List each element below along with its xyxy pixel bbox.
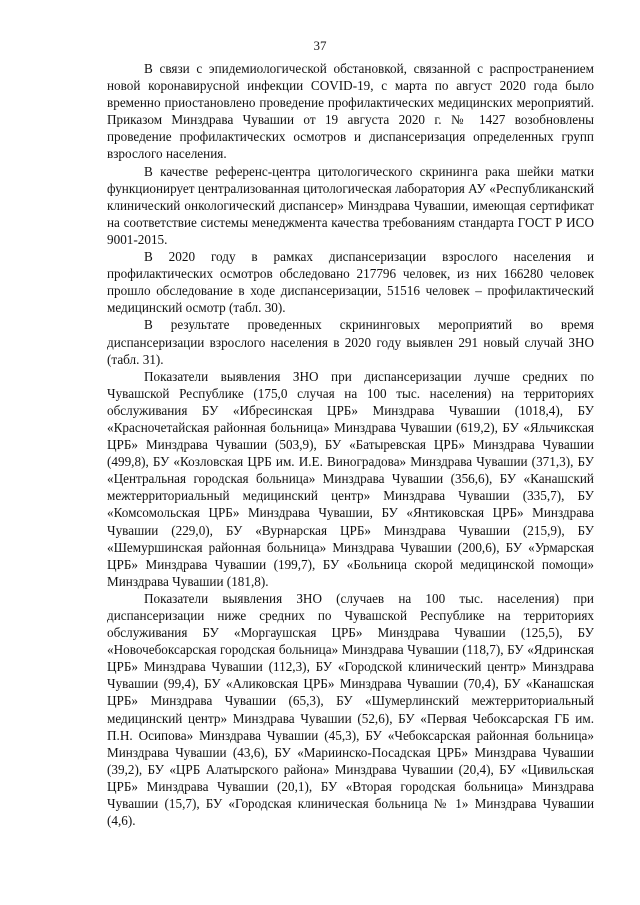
paragraph: В результате проведенных скрининговых мероприятий во время диспансеризации взрослого населения в 2020 году выявлен 291 новый случай ЗНО (табл. 31). bbox=[107, 317, 594, 367]
document-body bbox=[107, 60, 594, 829]
paragraph: В качестве референс-центра цитологического скрининга рака шейки матки функционирует централизованная цитологическая лаборатория АУ «Республиканский клинический онкологический диспансер» Минздрава Чувашии, имеющая сертификат на соответствие системы менеджмента качества требованиям стандарта ГОСТ Р ИСО 9001-2015. bbox=[107, 163, 594, 247]
paragraph: Показатели выявления ЗНО при диспансеризации лучше средних по Чувашской Республике (175,0 случая на 100 тыс. населения) на территориях обслуживания БУ «Ибресинская ЦРБ» Минздрава Чувашии (1018,4), БУ «Красночетайская районная больница» Минздрава Чувашии (619,2), БУ «Яльчикская ЦРБ» Минздрава Чувашии (503,9), БУ «Батыревская ЦРБ» Минздрава Чувашии (499,8), БУ «Козловская ЦРБ им. И.Е. Виноградова» Минздрава Чувашии (371,3), БУ «Центральная городская больница» Минздрава Чувашии (356,6), БУ «Канашский межтерриториальный медицинский центр» Минздрава Чувашии (335,7), БУ «Комсомольская ЦРБ» Минздрава Чувашии, БУ «Янтиковская ЦРБ» Минздрава Чувашии (229,0), БУ «Вурнарская ЦРБ» Минздрава Чувашии (215,9), БУ «Шемуршинская районная больница» Минздрава Чувашии (200,6), БУ «Урмарская ЦРБ» Минздрава Чувашии (199,7), БУ «Больница скорой медицинской помощи» Минздрава Чувашии (181,8). bbox=[107, 368, 594, 589]
page-number: 37 bbox=[313, 38, 327, 53]
paragraph: Показатели выявления ЗНО (случаев на 100 тыс. населения) при диспансеризации ниже средних по Чувашской Республике на территориях обслуживания БУ «Моргаушская ЦРБ» Минздрава Чувашии (125,5), БУ «Новочебоксарская городская больница» Минздрава Чувашии (118,7), БУ «Ядринская ЦРБ» Минздрава Чувашии (112,3), БУ «Городской клинический центр» Минздрава Чувашии (99,4), БУ «Аликовская ЦРБ» Минздрава Чувашии (70,4), БУ «Канашская ЦРБ» Минздрава Чувашии (65,3), БУ «Шумерлинский межтерриториальный медицинский центр» Минздрава Чувашии (52,6), БУ «Первая Чебоксарская ГБ им. П.Н. Осипова» Минздрава Чувашии (45,3), БУ «Чебоксарская районная больница» Минздрава Чувашии (43,6), БУ «Мариинско-Посадская ЦРБ» Минздрава Чувашии (39,2), БУ «ЦРБ Алатырского района» Минздрава Чувашии (20,4), БУ «Цивильская ЦРБ» Минздрава Чувашии (20,1), БУ «Вторая городская больница» Минздрава Чувашии (15,7), БУ «Городская клиническая больница № 1» Минздрава Чувашии (4,6). bbox=[107, 590, 594, 829]
paragraph: В связи с эпидемиологической обстановкой, связанной с распространением новой коронавирусной инфекции COVID-19, с марта по август 2020 года было временно приостановлено проведение профилактических медицинских мероприятий. Приказом Минздрава Чувашии от 19 августа 2020 г. № 1427 возобновлены проведение профилактических осмотров и диспансеризация определенных групп взрослого населения. bbox=[107, 61, 594, 162]
paragraph: В 2020 году в рамках диспансеризации взрослого населения и профилактических осмотров обследовано 217796 человек, из них 166280 человек прошло обследование в ходе диспансеризации, 51516 человек – профилактический медицинский осмотр (табл. 30). bbox=[107, 249, 594, 316]
